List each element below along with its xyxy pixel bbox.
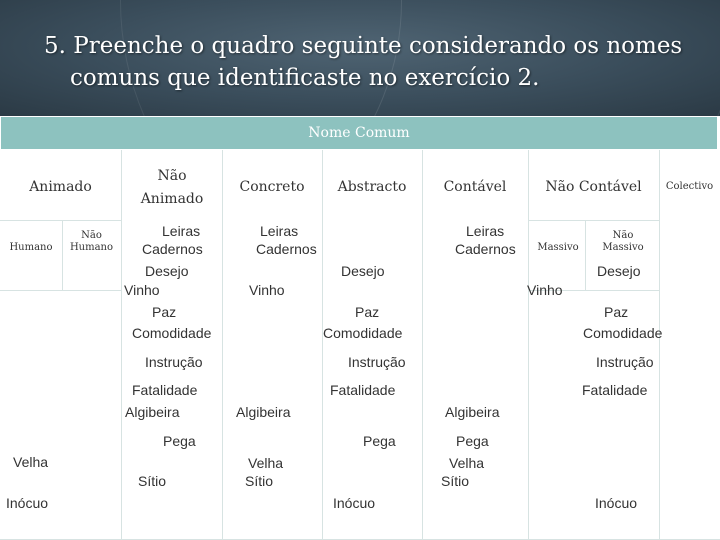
word-cell: Fatalidade: [132, 382, 198, 398]
header-nao-animado-line1: Não: [157, 168, 187, 184]
header-abstracto: Abstracto: [337, 179, 407, 195]
grid-line: [322, 150, 323, 540]
grid-line: [422, 150, 423, 540]
header-nao-massivo-line2: Massivo: [602, 242, 644, 253]
word-cell: Paz: [152, 304, 177, 320]
word-cell: Leiras: [162, 223, 201, 239]
word-cell: Vinho: [249, 282, 285, 298]
word-cell: Fatalidade: [330, 382, 396, 398]
word-cell: Inócuo: [6, 495, 49, 511]
word-cell: Sítio: [138, 473, 167, 489]
word-cell: Instrução: [348, 354, 406, 370]
word-cell: Pega: [163, 433, 196, 449]
word-cell: Cadernos: [256, 241, 317, 257]
slide-header: [0, 0, 720, 116]
header-nao-contavel: Não Contável: [545, 179, 642, 195]
word-cell: Comodidade: [323, 325, 403, 341]
word-cell: Algibeira: [236, 404, 291, 420]
word-cell: Desejo: [597, 263, 641, 279]
grid-line: [121, 150, 122, 540]
header-nao-animado-line2: Animado: [140, 191, 204, 207]
word-cell: Velha: [248, 455, 284, 471]
header-massivo: Massivo: [537, 242, 579, 253]
header-animado: Animado: [29, 179, 92, 195]
word-cell: Comodidade: [583, 325, 663, 341]
word-cell: Pega: [456, 433, 489, 449]
grid-line: [659, 150, 660, 540]
word-cell: Velha: [13, 454, 49, 470]
word-cell: Sítio: [245, 473, 274, 489]
word-cell: Pega: [363, 433, 396, 449]
grid-line: [528, 220, 659, 221]
title-line-2: comuns que identificaste no exercício 2.: [70, 65, 540, 91]
grid-line: [222, 150, 223, 540]
word-cell: Inócuo: [595, 495, 638, 511]
word-cell: Comodidade: [132, 325, 212, 341]
word-cell: Velha: [449, 455, 485, 471]
word-cell: Instrução: [596, 354, 654, 370]
word-cell: Fatalidade: [582, 382, 648, 398]
header-nao-humano-line1: Não: [81, 230, 102, 241]
word-cell: Paz: [604, 304, 629, 320]
band-label: Nome Comum: [308, 125, 410, 141]
word-cell: Leiras: [260, 223, 299, 239]
table-band-header: [0, 116, 718, 150]
grid-line: [0, 220, 121, 221]
header-contavel: Contável: [443, 179, 507, 195]
header-colectivo: Colectivo: [665, 181, 714, 192]
grid-line: [585, 220, 586, 290]
header-nao-humano-line2: Humano: [69, 242, 114, 253]
word-cell: Cadernos: [455, 241, 516, 257]
word-cell: Leiras: [466, 223, 505, 239]
word-cell: Vinho: [124, 282, 160, 298]
header-concreto: Concreto: [239, 179, 305, 195]
title-line-1: 5. Preenche o quadro seguinte considerando os nomes: [44, 33, 683, 59]
word-cell: Algibeira: [125, 404, 180, 420]
word-cell: Algibeira: [445, 404, 500, 420]
word-cell: Vinho: [527, 282, 563, 298]
word-cell: Instrução: [145, 354, 203, 370]
word-cell: Desejo: [145, 263, 189, 279]
grid-line: [0, 290, 121, 291]
word-cell: Paz: [355, 304, 380, 320]
noun-classification-table: [0, 116, 720, 540]
word-cell: Desejo: [341, 263, 385, 279]
header-nao-massivo-line1: Não: [612, 230, 634, 241]
grid-line: [528, 150, 529, 540]
slide-title: [44, 30, 694, 94]
header-humano: Humano: [9, 242, 53, 253]
word-cell: Cadernos: [142, 241, 203, 257]
word-cell: Inócuo: [333, 495, 376, 511]
word-cell: Sítio: [441, 473, 470, 489]
